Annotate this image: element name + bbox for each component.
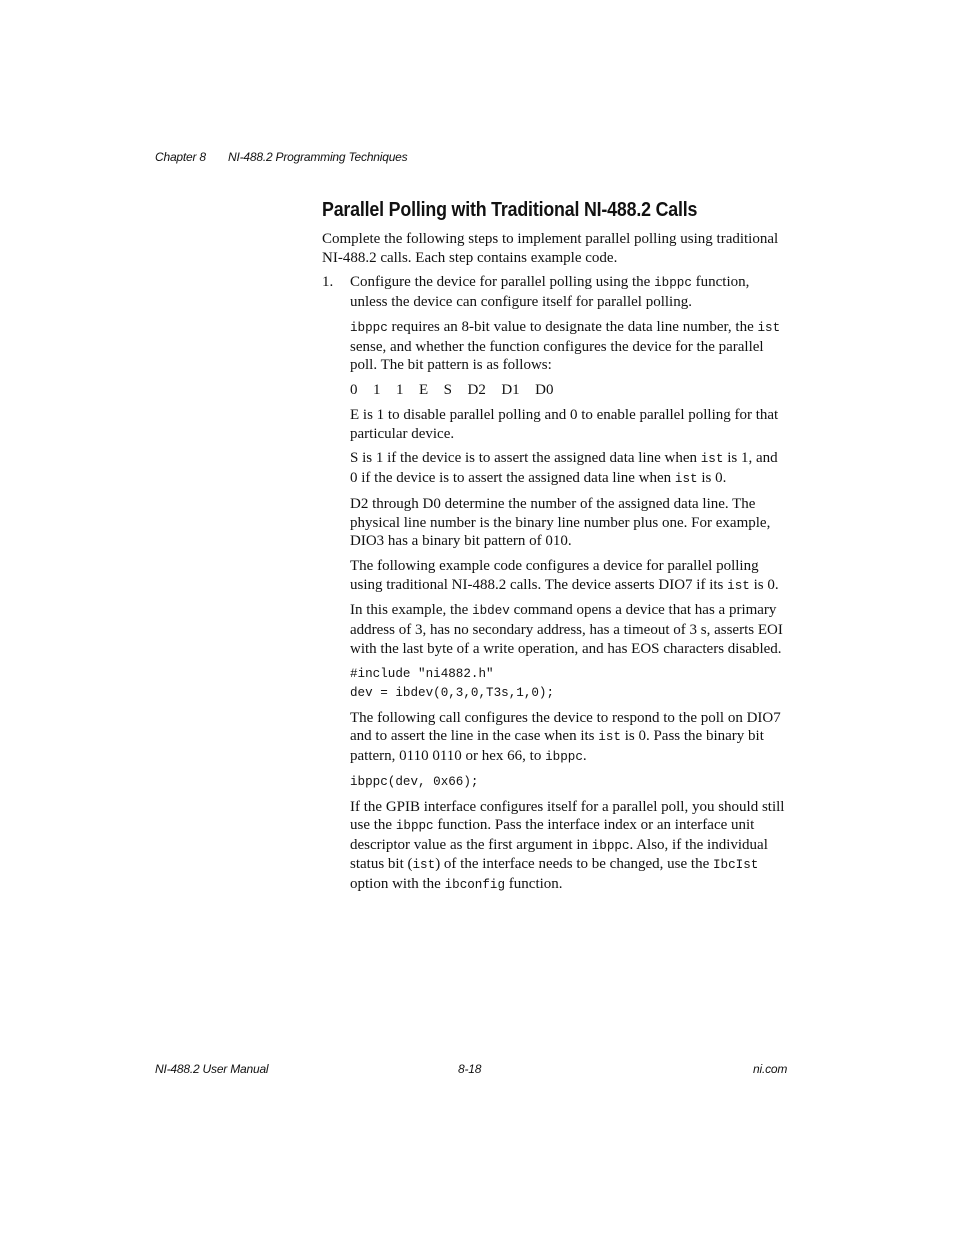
bit-pattern: 0 1 1 E S D2 D1 D0 bbox=[350, 382, 554, 399]
footer-website: ni.com bbox=[753, 1062, 788, 1076]
code-block-ibppc bbox=[350, 773, 787, 792]
step-number: 1. bbox=[322, 274, 334, 291]
body-text bbox=[322, 230, 787, 901]
code-line: ibppc(dev, 0x66); bbox=[350, 774, 479, 789]
code-block-ibdev bbox=[350, 665, 787, 703]
ibdev-paragraph: In this example, the ibdev command opens a device that has a primary address of 3, has no secondary address, has a timeout of 3 s, asserts EOI with the last byte of a write operation, and has EOS characters disabled. bbox=[350, 602, 783, 657]
footer-page-number: 8-18 bbox=[458, 1062, 482, 1076]
d-bits-paragraph: D2 through D0 determine the number of the assigned data line. The physical line number is the binary line number plus one. For example, DIO3 has a binary bit pattern of 010. bbox=[350, 495, 771, 550]
code-line: dev = ibdev(0,3,0,T3s,1,0); bbox=[350, 685, 555, 700]
bit-value-paragraph: ibppc requires an 8-bit value to designate the data line number, the ist sense, and whether the function configures the device for the parallel poll. The bit pattern is as follows: bbox=[350, 318, 781, 374]
footer-manual-title: NI-488.2 User Manual bbox=[155, 1062, 269, 1076]
e-bit-paragraph: E is 1 to disable parallel polling and 0 to enable parallel polling for that particular device. bbox=[350, 406, 779, 442]
example-paragraph: The following example code configures a device for parallel polling using traditional NI-488.2 calls. The device asserts DIO7 if its ist is 0. bbox=[350, 557, 779, 593]
section-title: Parallel Polling with Traditional NI-488.2 Calls bbox=[322, 199, 698, 221]
code-line: #include "ni4882.h" bbox=[350, 666, 494, 681]
s-bit-paragraph: S is 1 if the device is to assert the assigned data line when ist is 1, and 0 if the device is to assert the assigned data line when ist is 0. bbox=[350, 450, 778, 487]
gpib-paragraph: If the GPIB interface configures itself for a parallel poll, you should still use the ibppc function. Pass the interface index or an interface unit descriptor value as the first argument in ibppc. Also, if the individual status bit (ist) of the interface needs to be changed, use the IbcIst option with the ibconfig function. bbox=[350, 798, 785, 892]
running-header-chapter: Chapter 8 bbox=[155, 150, 206, 164]
intro-paragraph: Complete the following steps to implement parallel polling using traditional NI-488.2 calls. Each step contains example code. bbox=[322, 231, 779, 266]
running-header-title: NI-488.2 Programming Techniques bbox=[228, 150, 408, 164]
call-paragraph: The following call configures the device to respond to the poll on DIO7 and to assert the line in the case when its ist is 0. Pass the binary bit pattern, 0110 0110 or hex 66, to ibppc. bbox=[350, 709, 781, 764]
step-1: 1. Configure the device for parallel polling using the ibppc function, unless the device can configure itself for parallel polling. bbox=[322, 274, 750, 311]
